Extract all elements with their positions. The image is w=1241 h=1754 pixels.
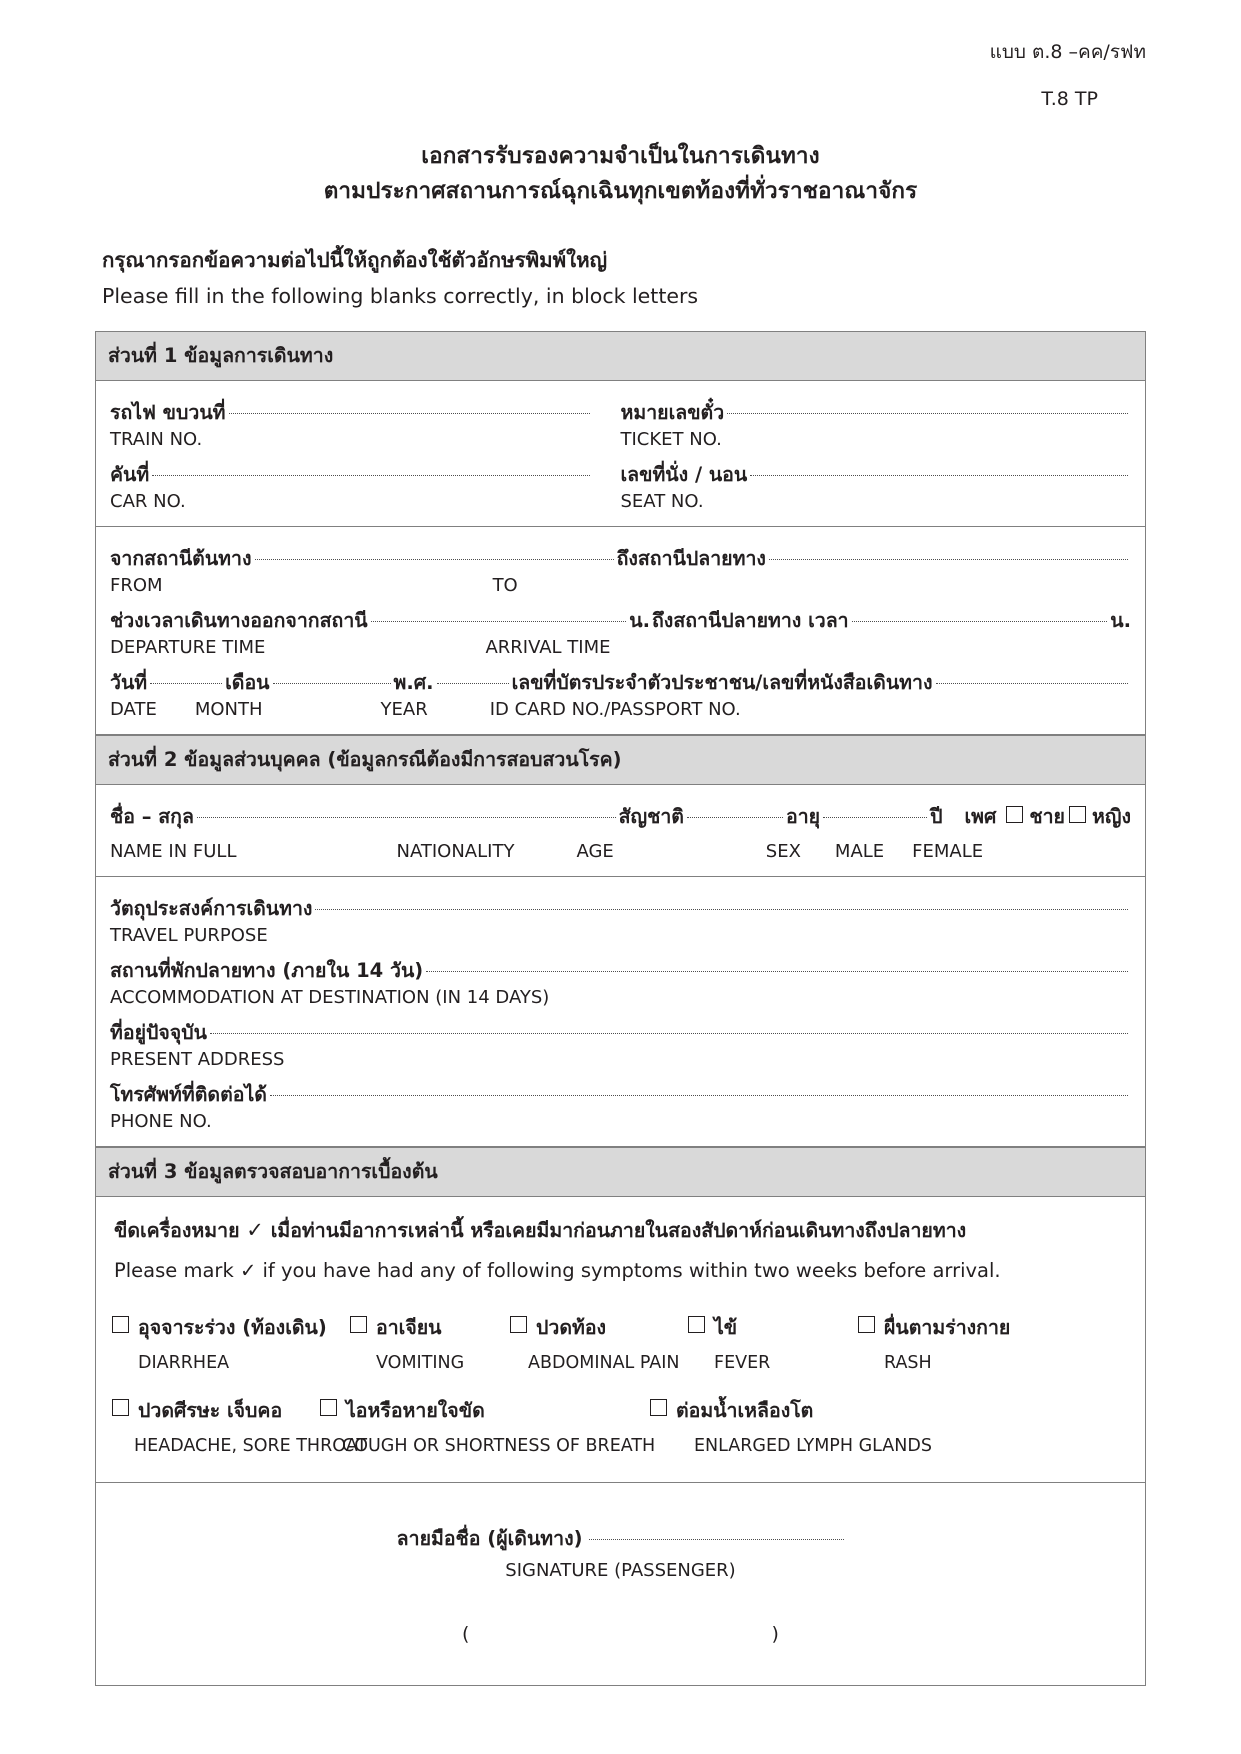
symptom-enlarged-lymph-glands-th: ต่อมน้ำเหลืองโต [676, 1398, 814, 1422]
signature-line [96, 1523, 1145, 1554]
label-year-th: พ.ศ. [393, 670, 434, 694]
label-age-th: อายุ [785, 804, 821, 828]
input-nationality[interactable] [687, 817, 783, 818]
input-id-card[interactable] [936, 683, 1128, 684]
symptom-headache-sore-throat[interactable] [112, 1395, 320, 1426]
form-code-english: T.8 TP [1041, 87, 1098, 110]
checkbox-abdominal-pain[interactable] [510, 1316, 527, 1333]
input-seat-no[interactable] [750, 475, 1128, 476]
title-line-1: เอกสารรับรองความจำเป็นในการเดินทาง [421, 143, 820, 169]
input-age[interactable] [823, 817, 927, 818]
label-arrival-en: ARRIVAL TIME [485, 636, 611, 658]
input-ticket-no[interactable] [727, 413, 1128, 414]
paren-close: ) [771, 1622, 779, 1645]
symptom-abdominal-pain-en: ABDOMINAL PAIN [528, 1352, 680, 1373]
label-car-no-th: คันที่ [110, 462, 150, 486]
signature-label-en: SIGNATURE (PASSENGER) [505, 1559, 736, 1581]
label-date-th: วันที่ [110, 670, 148, 694]
symptom-rash[interactable] [858, 1312, 1010, 1343]
label-seat-no-th: เลขที่นั่ง / นอน [620, 462, 748, 486]
label-month-th: เดือน [225, 670, 270, 694]
label-train-no-en: TRAIN NO. [110, 428, 203, 450]
symptom-cough-shortness-breath[interactable] [320, 1395, 650, 1426]
section-2-block-details [96, 877, 1145, 1147]
instruction-thai: กรุณากรอกข้อความต่อไปนี้ให้ถูกต้องใช้ตัวอักษรพิมพ์ใหญ่ [102, 247, 608, 272]
section-1-block-train [96, 381, 1145, 527]
section-2-block-identity [96, 785, 1145, 877]
checkbox-vomiting[interactable] [350, 1316, 367, 1333]
label-ticket-no-th: หมายเลขตั๋ว [620, 400, 725, 424]
symptom-fever-th: ไข้ [714, 1315, 738, 1339]
input-purpose[interactable] [315, 909, 1128, 910]
mark-instruction-english [112, 1259, 1129, 1282]
label-departure-unit: น. [629, 608, 650, 632]
input-date[interactable] [150, 683, 222, 684]
paren-open: ( [462, 1622, 470, 1645]
label-year-en: YEAR [380, 698, 428, 720]
symptom-cough-shortness-breath-en: COUGH OR SHORTNESS OF BREATH [342, 1435, 656, 1456]
input-car-no[interactable] [152, 475, 589, 476]
label-from-th: จากสถานีต้นทาง [110, 546, 252, 570]
label-departure-en: DEPARTURE TIME [110, 636, 266, 658]
signature-input[interactable] [589, 1539, 844, 1540]
symptom-diarrhea-en: DIARRHEA [138, 1352, 230, 1373]
mark-instruction-thai-b: เมื่อท่านมีอาการเหล่านี้ หรือเคยมีมาก่อนภายในสองสัปดาห์ก่อนเดินทางถึงปลายทาง [270, 1218, 967, 1242]
checkbox-cough-shortness-breath[interactable] [320, 1399, 337, 1416]
label-ticket-no-en: TICKET NO. [620, 428, 722, 450]
label-female-th: หญิง [1092, 804, 1131, 828]
input-train-no[interactable] [229, 413, 590, 414]
input-accommodation[interactable] [426, 971, 1128, 972]
label-nationality-th: สัญชาติ [618, 804, 684, 828]
instruction-block [95, 243, 1146, 315]
symptom-diarrhea[interactable] [112, 1312, 350, 1343]
symptom-vomiting-th: อาเจียน [376, 1315, 442, 1339]
symptom-abdominal-pain-th: ปวดท้อง [536, 1315, 607, 1339]
section-1-block-route [96, 527, 1145, 735]
checkbox-enlarged-lymph-glands[interactable] [650, 1399, 667, 1416]
form-code-thai: แบบ ต.8 –คค/รฟท [989, 41, 1146, 63]
symptom-fever[interactable] [688, 1312, 858, 1343]
label-address-th: ที่อยู่ปัจจุบัน [110, 1020, 207, 1044]
label-date-en: DATE [110, 698, 157, 720]
input-to-station[interactable] [769, 559, 1128, 560]
label-to-th: ถึงสถานีปลายทาง [616, 546, 766, 570]
symptom-cough-shortness-breath-th: ไอหรือหายใจขัด [346, 1398, 485, 1422]
label-purpose-th: วัตถุประสงค์การเดินทาง [110, 896, 313, 920]
form-table [95, 331, 1146, 1686]
label-name-en: NAME IN FULL [110, 840, 237, 862]
title-line-2: ตามประกาศสถานการณ์ฉุกเฉินทุกเขตท้องที่ทั่วราชอาณาจักร [323, 177, 918, 204]
page-title [95, 139, 1146, 209]
label-car-no-en: CAR NO. [110, 490, 186, 512]
instruction-english: Please fill in the following blanks correctly, in block letters [102, 283, 699, 308]
label-train-no-th: รถไฟ ขบวนที่ [110, 400, 226, 424]
mark-instruction-thai-a: ขีดเครื่องหมาย [114, 1218, 240, 1242]
label-accommodation-en: ACCOMMODATION AT DESTINATION (IN 14 DAYS) [110, 986, 550, 1008]
label-phone-th: โทรศัพท์ที่ติดต่อได้ [110, 1082, 267, 1106]
section-2-header: ส่วนที่ 2 ข้อมูลส่วนบุคคล (ข้อมูลกรณีต้องมีการสอบสวนโรค) [96, 735, 1145, 785]
input-phone[interactable] [270, 1095, 1128, 1096]
input-from-station[interactable] [255, 559, 614, 560]
symptom-abdominal-pain[interactable] [510, 1312, 688, 1343]
label-accommodation-th: สถานที่พักปลายทาง (ภายใน 14 วัน) [110, 958, 424, 982]
label-month-en: MONTH [194, 698, 263, 720]
symptom-rash-en: RASH [884, 1352, 932, 1373]
label-arrival-unit: น. [1110, 608, 1132, 632]
label-phone-en: PHONE NO. [110, 1110, 212, 1132]
symptom-group-row-2 [112, 1395, 1129, 1456]
input-departure-time[interactable] [371, 621, 627, 622]
symptom-headache-sore-throat-th: ปวดศีรษะ เจ็บคอ [138, 1398, 283, 1422]
checkbox-fever[interactable] [688, 1316, 705, 1333]
section-1-header: ส่วนที่ 1 ข้อมูลการเดินทาง [96, 332, 1145, 381]
label-from-en: FROM [110, 574, 163, 596]
signature-block [96, 1483, 1145, 1686]
input-month[interactable] [273, 683, 391, 684]
symptom-group-row-1 [112, 1312, 1129, 1373]
input-year[interactable] [437, 683, 509, 684]
label-age-en: AGE [576, 840, 614, 862]
label-male-th: ชาย [1029, 804, 1065, 828]
symptom-rash-th: ผื่นตามร่างกาย [884, 1315, 1011, 1339]
symptom-enlarged-lymph-glands-en: ENLARGED LYMPH GLANDS [694, 1435, 932, 1456]
mark-instruction-english-b: if you have had any of following symptoms within two weeks before arrival. [262, 1258, 1001, 1282]
label-departure-th: ช่วงเวลาเดินทางออกจากสถานี [110, 608, 368, 632]
check-glyph-english: ✓ [239, 1258, 257, 1282]
label-arrival-th: ถึงสถานีปลายทาง เวลา [651, 608, 849, 632]
checkbox-sex-male[interactable] [1006, 806, 1023, 823]
signature-label-th: ลายมือชื่อ (ผู้เดินทาง) [396, 1526, 583, 1550]
checkbox-diarrhea[interactable] [112, 1316, 129, 1333]
input-address[interactable] [210, 1033, 1128, 1034]
label-id-card-th: เลขที่บัตรประจำตัวประชาชน/เลขที่หนังสือเดินทาง [511, 670, 933, 694]
section-3-block-symptoms [96, 1197, 1145, 1483]
label-to-en: TO [492, 574, 518, 596]
label-nationality-en: NATIONALITY [396, 840, 515, 862]
symptom-fever-en: FEVER [714, 1352, 771, 1373]
section-3-header: ส่วนที่ 3 ข้อมูลตรวจสอบอาการเบื้องต้น [96, 1147, 1145, 1197]
label-name-th: ชื่อ – สกุล [110, 804, 194, 828]
symptom-enlarged-lymph-glands[interactable] [650, 1395, 813, 1426]
label-sex-th: เพศ [964, 804, 997, 828]
checkbox-headache-sore-throat[interactable] [112, 1399, 129, 1416]
label-age-unit: ปี [930, 804, 943, 828]
checkbox-sex-female[interactable] [1069, 806, 1086, 823]
label-address-en: PRESENT ADDRESS [110, 1048, 285, 1070]
mark-instruction-english-a: Please mark [114, 1258, 234, 1282]
label-female-en: FEMALE [912, 840, 984, 862]
symptom-diarrhea-th: อุจจาระร่วง (ท้องเดิน) [138, 1315, 327, 1339]
label-purpose-en: TRAVEL PURPOSE [110, 924, 268, 946]
symptom-vomiting[interactable] [350, 1312, 510, 1343]
input-arrival-time[interactable] [852, 621, 1108, 622]
label-id-card-en: ID CARD NO./PASSPORT NO. [489, 698, 741, 720]
signature-name-parens [96, 1623, 1145, 1645]
symptom-vomiting-en: VOMITING [376, 1352, 465, 1373]
checkbox-rash[interactable] [858, 1316, 875, 1333]
input-name[interactable] [197, 817, 616, 818]
check-glyph-thai: ✓ [246, 1217, 264, 1242]
label-male-en: MALE [834, 840, 885, 862]
label-seat-no-en: SEAT NO. [620, 490, 704, 512]
label-sex-en: SEX [765, 840, 801, 862]
mark-instruction-thai [112, 1215, 1129, 1246]
symptom-headache-sore-throat-en: HEADACHE, SORE THROAT [134, 1435, 368, 1456]
